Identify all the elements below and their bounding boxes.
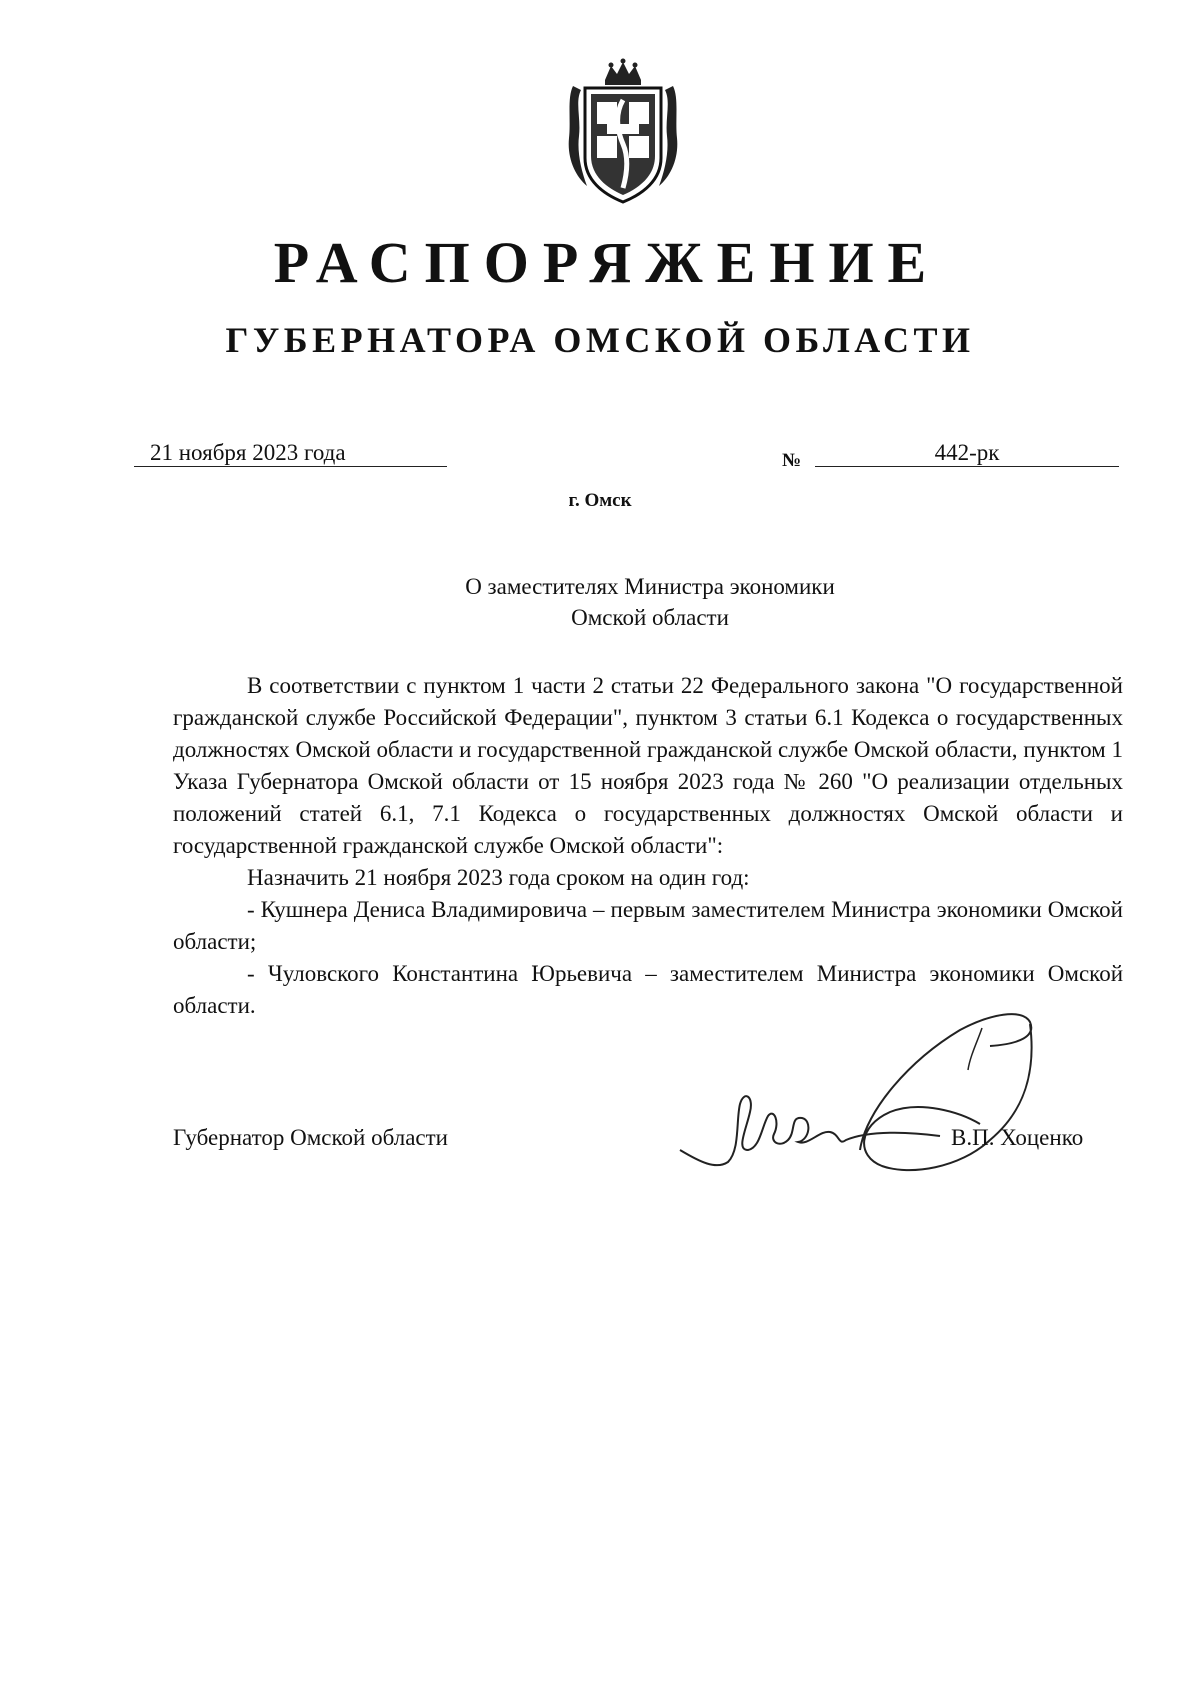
document-date: 21 ноября 2023 года	[134, 440, 447, 467]
document-city: г. Омск	[568, 490, 632, 511]
document-body	[173, 670, 1123, 1022]
number-sign: №	[782, 450, 802, 471]
body-paragraph: Назначить 21 ноября 2023 года сроком на один год:	[247, 865, 750, 890]
document-title: РАСПОРЯЖЕНИЕ	[273, 230, 941, 295]
body-paragraph: - Чуловского Константина Юрьевича – заместителем Министра экономики Омской области.	[173, 961, 1123, 1018]
body-paragraph: - Кушнера Дениса Владимировича – первым заместителем Министра экономики Омской области;	[173, 897, 1123, 954]
handwritten-signature-icon	[670, 1000, 1110, 1210]
heading-line: Омской области	[571, 605, 729, 630]
signatory-name: В.П. Хоценко	[951, 1125, 1084, 1150]
document-heading	[0, 571, 1200, 633]
heading-line: О заместителях Министра экономики	[465, 574, 835, 599]
document-number: 442-рк	[815, 440, 1119, 467]
document-subtitle: ГУБЕРНАТОРА ОМСКОЙ ОБЛАСТИ	[225, 320, 975, 360]
coat-of-arms-icon	[567, 58, 679, 206]
body-paragraph: В соответствии с пунктом 1 части 2 статьи 22 Федерального закона "О государственной гражданской службе Российской Федерации", пунктом 3 статьи 6.1 Кодекса о государственных должностях Омской области и государственной гражданской службе Омской области, пунктом 1 Указа Губернатора Омской области от 15 ноября 2023 года № 260 "О реализации отдельных положений статей 6.1, 7.1 Кодекса о государственных должностях Омской области и государственной гражданской службе Омской области":	[173, 673, 1123, 858]
signatory-position: Губернатор Омской области	[173, 1125, 448, 1150]
